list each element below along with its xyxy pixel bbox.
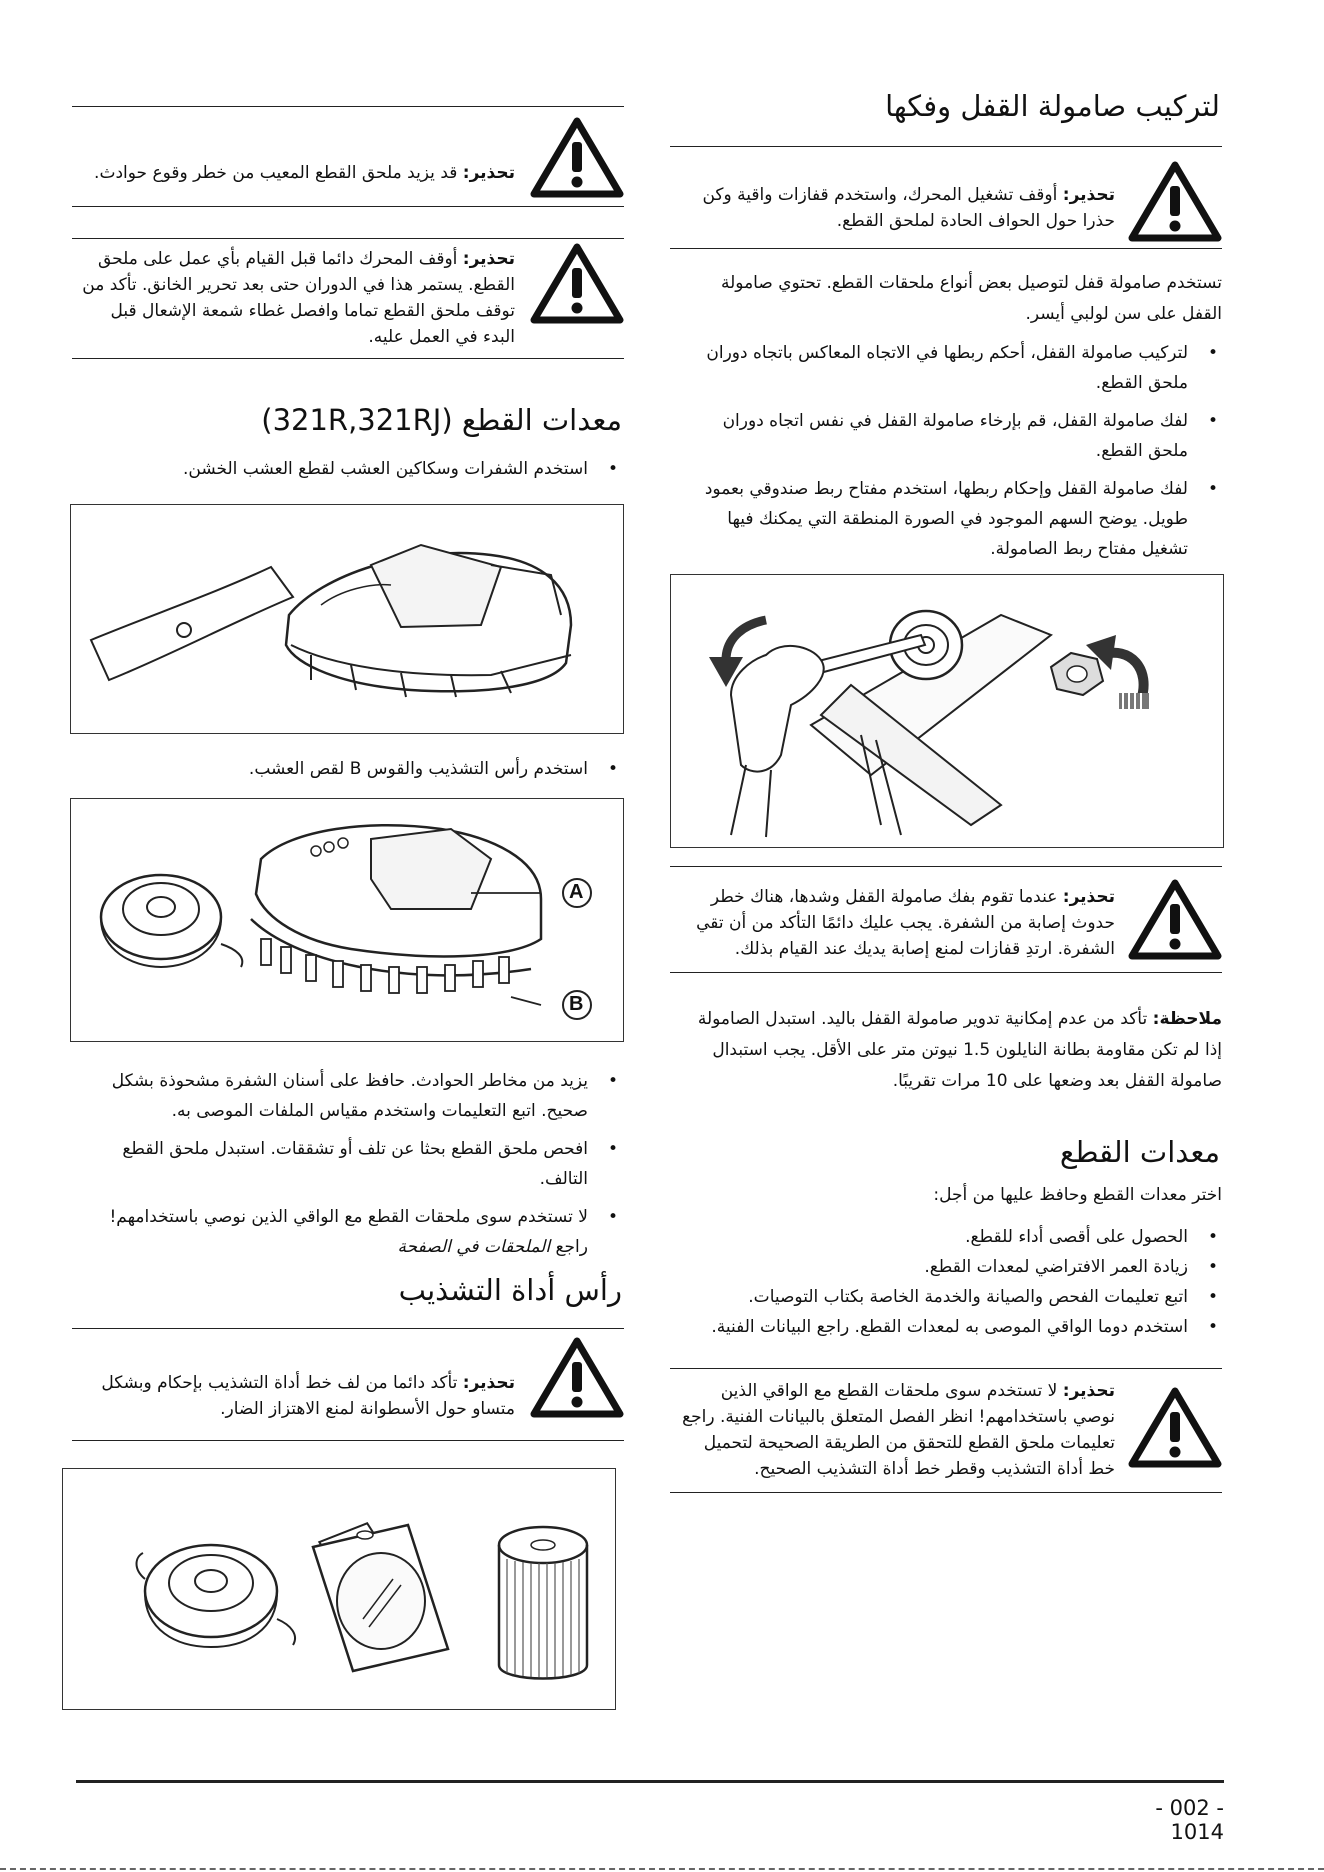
list-item: • لفك صامولة القفل وإحكام ربطها، استخدم مفتاح ربط صندوقي بعمود طويل. يوضح السهم الموجود في الصورة المنطقة التي يمكنك فيها تشغيل مفتاح ربط الصامولة. bbox=[680, 474, 1222, 564]
divider bbox=[72, 238, 624, 239]
warning-icon bbox=[1128, 1386, 1222, 1468]
list-item: • لتركيب صامولة القفل، أحكم ربطها في الاتجاه المعاكس باتجاه دوران ملحق القطع. bbox=[680, 338, 1222, 398]
warning-text: تأكد دائما من لف خط أداة التشذيب بإحكام وبشكل متساو حول الأسطوانة لمنع الاهتزاز الضار. bbox=[101, 1373, 515, 1419]
list-item-text: لا تستخدم سوى ملحقات القطع مع الواقي الذين نوصي باستخدامهم! bbox=[109, 1207, 588, 1227]
trimmer-guard-figure bbox=[70, 798, 624, 1042]
warning-icon bbox=[1128, 878, 1222, 960]
warning-icon bbox=[530, 1336, 624, 1418]
section-heading-locknut: لتركيب صامولة القفل وفكها bbox=[885, 89, 1220, 123]
divider bbox=[670, 146, 1222, 147]
cutting-equipment-bullets bbox=[680, 1222, 1222, 1342]
page-number: - 002 - 1014 bbox=[1155, 1796, 1224, 1844]
list-item: • استخدم دوما الواقي الموصى به لمعدات القطع. راجع البيانات الفنية. bbox=[680, 1312, 1222, 1342]
warning-accessories bbox=[680, 1378, 1115, 1482]
section-heading-cutting-equipment: معدات القطع bbox=[1059, 1135, 1220, 1169]
warning-icon bbox=[530, 242, 624, 324]
warning-label: تحذير: bbox=[462, 163, 515, 183]
divider bbox=[72, 1328, 624, 1329]
list-item: • زيادة العمر الافتراضي لمعدات القطع. bbox=[680, 1252, 1222, 1282]
section-heading-cutting-321r: معدات القطع (321R,321RJ) bbox=[261, 403, 622, 437]
blades-bullet bbox=[80, 454, 622, 492]
warning-text: أوقف المحرك دائما قبل القيام بأي عمل على ملحق القطع. يستمر هذا في الدوران حتى بعد تحرير الخانق. تأكد من توقف ملحق القطع تماما وافصل غطاء شمعة الإشعال قبل البدء في العمل عليه. bbox=[82, 249, 515, 347]
warning-text: أوقف تشغيل المحرك، واستخدم قفازات واقية وكن حذرا حول الحواف الحادة لملحق القطع. bbox=[702, 185, 1115, 231]
list-item: • يزيد من مخاطر الحوادث. حافظ على أسنان الشفرة مشحوذة بشكل صحيح. اتبع التعليمات واستخدم مقياس الملفات الموصى به. bbox=[80, 1066, 622, 1126]
divider bbox=[670, 248, 1222, 249]
warning-blade bbox=[680, 884, 1115, 962]
locknut-intro: تستخدم صامولة قفل لتوصيل بعض أنواع ملحقات القطع. تحتوي صامولة القفل على سن لولبي أيسر. bbox=[721, 273, 1222, 324]
divider bbox=[670, 1368, 1222, 1369]
trimmer-head-bullet bbox=[80, 754, 622, 792]
footer-rule bbox=[76, 1780, 1224, 1783]
divider bbox=[72, 358, 624, 359]
callout-b: B bbox=[569, 993, 584, 1015]
list-item: • لفك صامولة القفل، قم بإرخاء صامولة القفل في نفس اتجاه دوران ملحق القطع. bbox=[680, 406, 1222, 466]
list-item: • الحصول على أقصى أداء للقطع. bbox=[680, 1222, 1222, 1252]
warning-label: تحذير: bbox=[462, 249, 515, 269]
ref-prefix: راجع bbox=[555, 1237, 588, 1257]
list-item: • استخدم الشفرات وسكاكين العشب لقطع العشب الخشن. bbox=[80, 454, 622, 484]
warning-text: عندما تقوم بفك صامولة القفل وشدها، هناك خطر حدوث إصابة من الشفرة. يجب عليك دائمًا التأكد من أن تقي الشفرة. ارتدِ قفازات لمنع إصابة يديك عند القيام بذلك. bbox=[696, 887, 1115, 959]
blade-care-bullets bbox=[80, 1066, 622, 1270]
warning-label: تحذير: bbox=[1062, 185, 1115, 205]
warning-label: تحذير: bbox=[462, 1373, 515, 1393]
warning-label: تحذير: bbox=[1062, 1381, 1115, 1401]
accessories-link[interactable]: الملحقات في الصفحة bbox=[397, 1237, 551, 1257]
divider bbox=[670, 866, 1222, 867]
warning-icon bbox=[1128, 160, 1222, 242]
bottom-dashed-border bbox=[0, 1868, 1324, 1870]
warning-stop-engine bbox=[80, 246, 515, 350]
warning-label: تحذير: bbox=[1062, 887, 1115, 907]
warning-trimmer-line bbox=[80, 1370, 515, 1422]
guard-blade-figure bbox=[70, 504, 624, 734]
note bbox=[680, 1004, 1222, 1097]
list-item: • اتبع تعليمات الفحص والصيانة والخدمة الخاصة بكتاب التوصيات. bbox=[680, 1282, 1222, 1312]
trimmer-line-figure bbox=[62, 1468, 616, 1710]
warning-icon bbox=[530, 116, 624, 198]
divider bbox=[670, 1492, 1222, 1493]
warning-locknut bbox=[680, 182, 1115, 234]
locknut-wrench-figure bbox=[670, 574, 1224, 848]
divider bbox=[72, 106, 624, 107]
locknut-bullets bbox=[680, 338, 1222, 572]
warning-text: لا تستخدم سوى ملحقات القطع مع الواقي الذين نوصي باستخدامهم! انظر الفصل المتعلق بالبيانات الفنية. راجع تعليمات ملحق القطع للتحقق من الطريقة الصحيحة لتحميل خط أداة التشذيب وقطر خط أداة التشذيب الصحيح. bbox=[682, 1381, 1115, 1479]
section-heading-trimmer-head: رأس أداة التشذيب bbox=[398, 1273, 622, 1307]
callout-a: A bbox=[569, 881, 584, 903]
warning-text: قد يزيد ملحق القطع المعيب من خطر وقوع حوادث. bbox=[94, 163, 458, 183]
warning-defective bbox=[80, 160, 515, 186]
note-text: تأكد من عدم إمكانية تدوير صامولة القفل باليد. استبدل الصامولة إذا لم تكن مقاومة بطانة النايلون 1.5 نيوتن متر على الأقل. يجب استبدال صامولة القفل بعد وضعها على 10 مرات تقريبًا. bbox=[697, 1009, 1222, 1091]
list-item: • افحص ملحق القطع بحثا عن تلف أو تشققات. استبدل ملحق القطع التالف. bbox=[80, 1134, 622, 1194]
list-item: • استخدم رأس التشذيب والقوس B لقص العشب. bbox=[80, 754, 622, 784]
divider bbox=[670, 972, 1222, 973]
divider bbox=[72, 1440, 624, 1441]
divider bbox=[72, 206, 624, 207]
list-item bbox=[80, 1202, 622, 1262]
cutting-equipment-intro: اختر معدات القطع وحافظ عليها من أجل: bbox=[933, 1185, 1222, 1205]
note-label: ملاحظة: bbox=[1152, 1009, 1222, 1029]
